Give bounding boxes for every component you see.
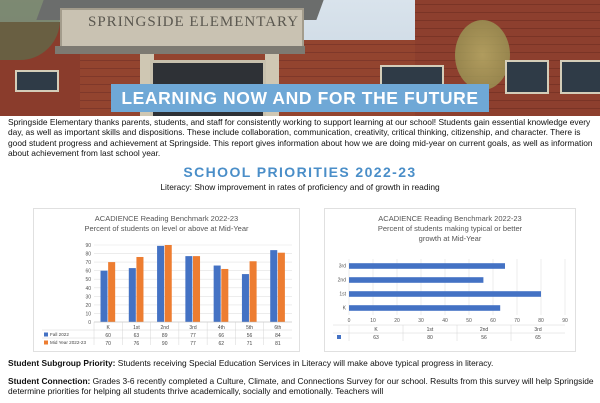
- intro-paragraph: Springside Elementary thanks parents, students, and staff for consistently working to support learning at our school! Students gain essential knowledge every day, as well as important skills and dispositions. These include collaboration, communication, creativity, critical thinking, citizenship, and character. There is good student progress and achievement at Springside. This report gives information about how we are doing mid-year on current goals, as well as information about achievement from last school year.: [8, 117, 593, 158]
- x-tick-label: 1st: [133, 325, 140, 331]
- bar-4th-1: [221, 269, 228, 322]
- y-tick-label: K: [342, 305, 346, 312]
- x-tick-label: 20: [394, 318, 400, 324]
- data-label: 62: [218, 341, 225, 347]
- data-label: 63: [373, 335, 379, 341]
- data-label: 65: [535, 335, 541, 341]
- y-tick-label: 40: [85, 285, 91, 292]
- y-tick-label: 2nd: [337, 277, 346, 284]
- x-tick-label: 30: [418, 318, 424, 324]
- legend-swatch: [337, 335, 341, 339]
- x-tick-label: 5th: [246, 325, 254, 331]
- bar-K: [349, 305, 500, 311]
- table-header-label: 2nd: [479, 327, 489, 333]
- proficiency-chart-svg: [34, 209, 299, 351]
- legend-swatch: [44, 333, 48, 337]
- y-tick-label: 20: [85, 302, 91, 309]
- x-tick-label: K: [106, 325, 110, 331]
- x-tick-label: 90: [562, 318, 568, 324]
- y-tick-label: 80: [85, 251, 91, 258]
- bar-2nd-1: [165, 245, 172, 322]
- bar-2nd: [349, 277, 483, 283]
- table-header-label: K: [374, 327, 378, 333]
- bar-1st-0: [129, 268, 136, 322]
- chart-subtitle: Percent of students making typical or better: [377, 224, 523, 233]
- data-label: 56: [246, 333, 253, 339]
- literacy-goal: Literacy: Show improvement in rates of proficiency and of growth in reading: [160, 182, 440, 192]
- bar-3rd-1: [193, 256, 200, 322]
- y-tick-label: 0: [88, 320, 91, 326]
- data-label: 89: [161, 333, 168, 339]
- chart-title: ACADIENCE Reading Benchmark 2022-23: [94, 214, 239, 223]
- x-tick-label: 70: [514, 318, 520, 324]
- chart-title: ACADIENCE Reading Benchmark 2022-23: [378, 214, 522, 223]
- legend-label: Fall 2022: [50, 332, 69, 337]
- table-header-label: 3rd: [534, 327, 542, 333]
- data-label: 81: [275, 341, 281, 347]
- data-label: 84: [275, 333, 281, 339]
- connection-label: Student Connection:: [8, 376, 91, 386]
- bar-1st-1: [136, 257, 143, 322]
- bar-3rd-0: [185, 256, 192, 322]
- section-title: SCHOOL PRIORITIES 2022-23: [183, 164, 417, 180]
- bar-6th-1: [278, 253, 285, 322]
- data-label: 63: [133, 333, 140, 339]
- data-label: 66: [218, 333, 225, 339]
- data-label: 80: [427, 335, 433, 341]
- subgroup-text: Students receiving Special Education Services in Literacy will make above typical progress in literacy.: [115, 358, 494, 368]
- student-connection: [8, 376, 594, 397]
- x-tick-label: 6th: [274, 325, 282, 331]
- growth-chart: [324, 208, 576, 352]
- data-label: 77: [190, 333, 196, 339]
- connection-text: Grades 3-6 recently completed a Culture, Climate, and Connections Survey for our school. Results from this survey will help Springside determine priorities for helping all students thrive academically, socially and emotionally. Teachers will: [8, 376, 594, 397]
- x-tick-label: 60: [490, 318, 496, 324]
- x-tick-label: 0: [347, 318, 351, 324]
- subgroup-label: Student Subgroup Priority:: [8, 358, 116, 368]
- y-tick-label: 70: [85, 260, 91, 267]
- chart-subtitle-line2: growth at Mid-Year: [418, 234, 482, 243]
- x-tick-label: 3rd: [189, 325, 197, 331]
- data-label: 77: [190, 341, 196, 347]
- bar-1st: [349, 291, 541, 297]
- data-label: 90: [161, 341, 168, 347]
- growth-chart-svg: [325, 209, 575, 351]
- y-tick-label: 1st: [339, 291, 346, 298]
- legend-label: Mid Year 2022-23: [50, 340, 87, 345]
- legend-swatch: [44, 341, 48, 345]
- bar-5th-0: [242, 274, 249, 322]
- data-label: 60: [105, 333, 111, 339]
- x-tick-label: 50: [466, 318, 472, 324]
- school-building-photo: [0, 0, 600, 116]
- data-label: 76: [133, 341, 140, 347]
- bar-K-0: [101, 271, 108, 322]
- y-tick-label: 3rd: [338, 263, 346, 270]
- chart-subtitle: Percent of students on level or above at Mid-Year: [84, 224, 249, 233]
- bar-6th-0: [270, 250, 277, 322]
- banner-title: LEARNING NOW AND FOR THE FUTURE: [111, 84, 489, 112]
- x-tick-label: 4th: [217, 325, 225, 331]
- y-tick-label: 90: [85, 243, 91, 249]
- y-tick-label: 10: [85, 311, 91, 318]
- bar-K-1: [108, 262, 115, 322]
- bar-4th-0: [214, 266, 221, 322]
- data-label: 71: [246, 341, 253, 347]
- x-tick-label: 80: [538, 318, 544, 324]
- subgroup-priority: [8, 358, 594, 368]
- x-tick-label: 2nd: [160, 325, 169, 331]
- bar-2nd-0: [157, 246, 164, 322]
- data-label: 70: [105, 341, 111, 347]
- x-tick-label: 40: [442, 318, 448, 324]
- data-label: 56: [481, 335, 487, 341]
- proficiency-chart: [33, 208, 300, 352]
- bar-3rd: [349, 263, 505, 269]
- y-tick-label: 60: [85, 268, 91, 275]
- x-tick-label: 10: [370, 318, 376, 324]
- y-tick-label: 30: [85, 294, 91, 301]
- school-sign-text: SPRINGSIDE ELEMENTARY: [88, 14, 300, 30]
- bar-5th-1: [250, 261, 257, 322]
- table-header-label: 1st: [426, 327, 434, 333]
- y-tick-label: 50: [85, 277, 91, 284]
